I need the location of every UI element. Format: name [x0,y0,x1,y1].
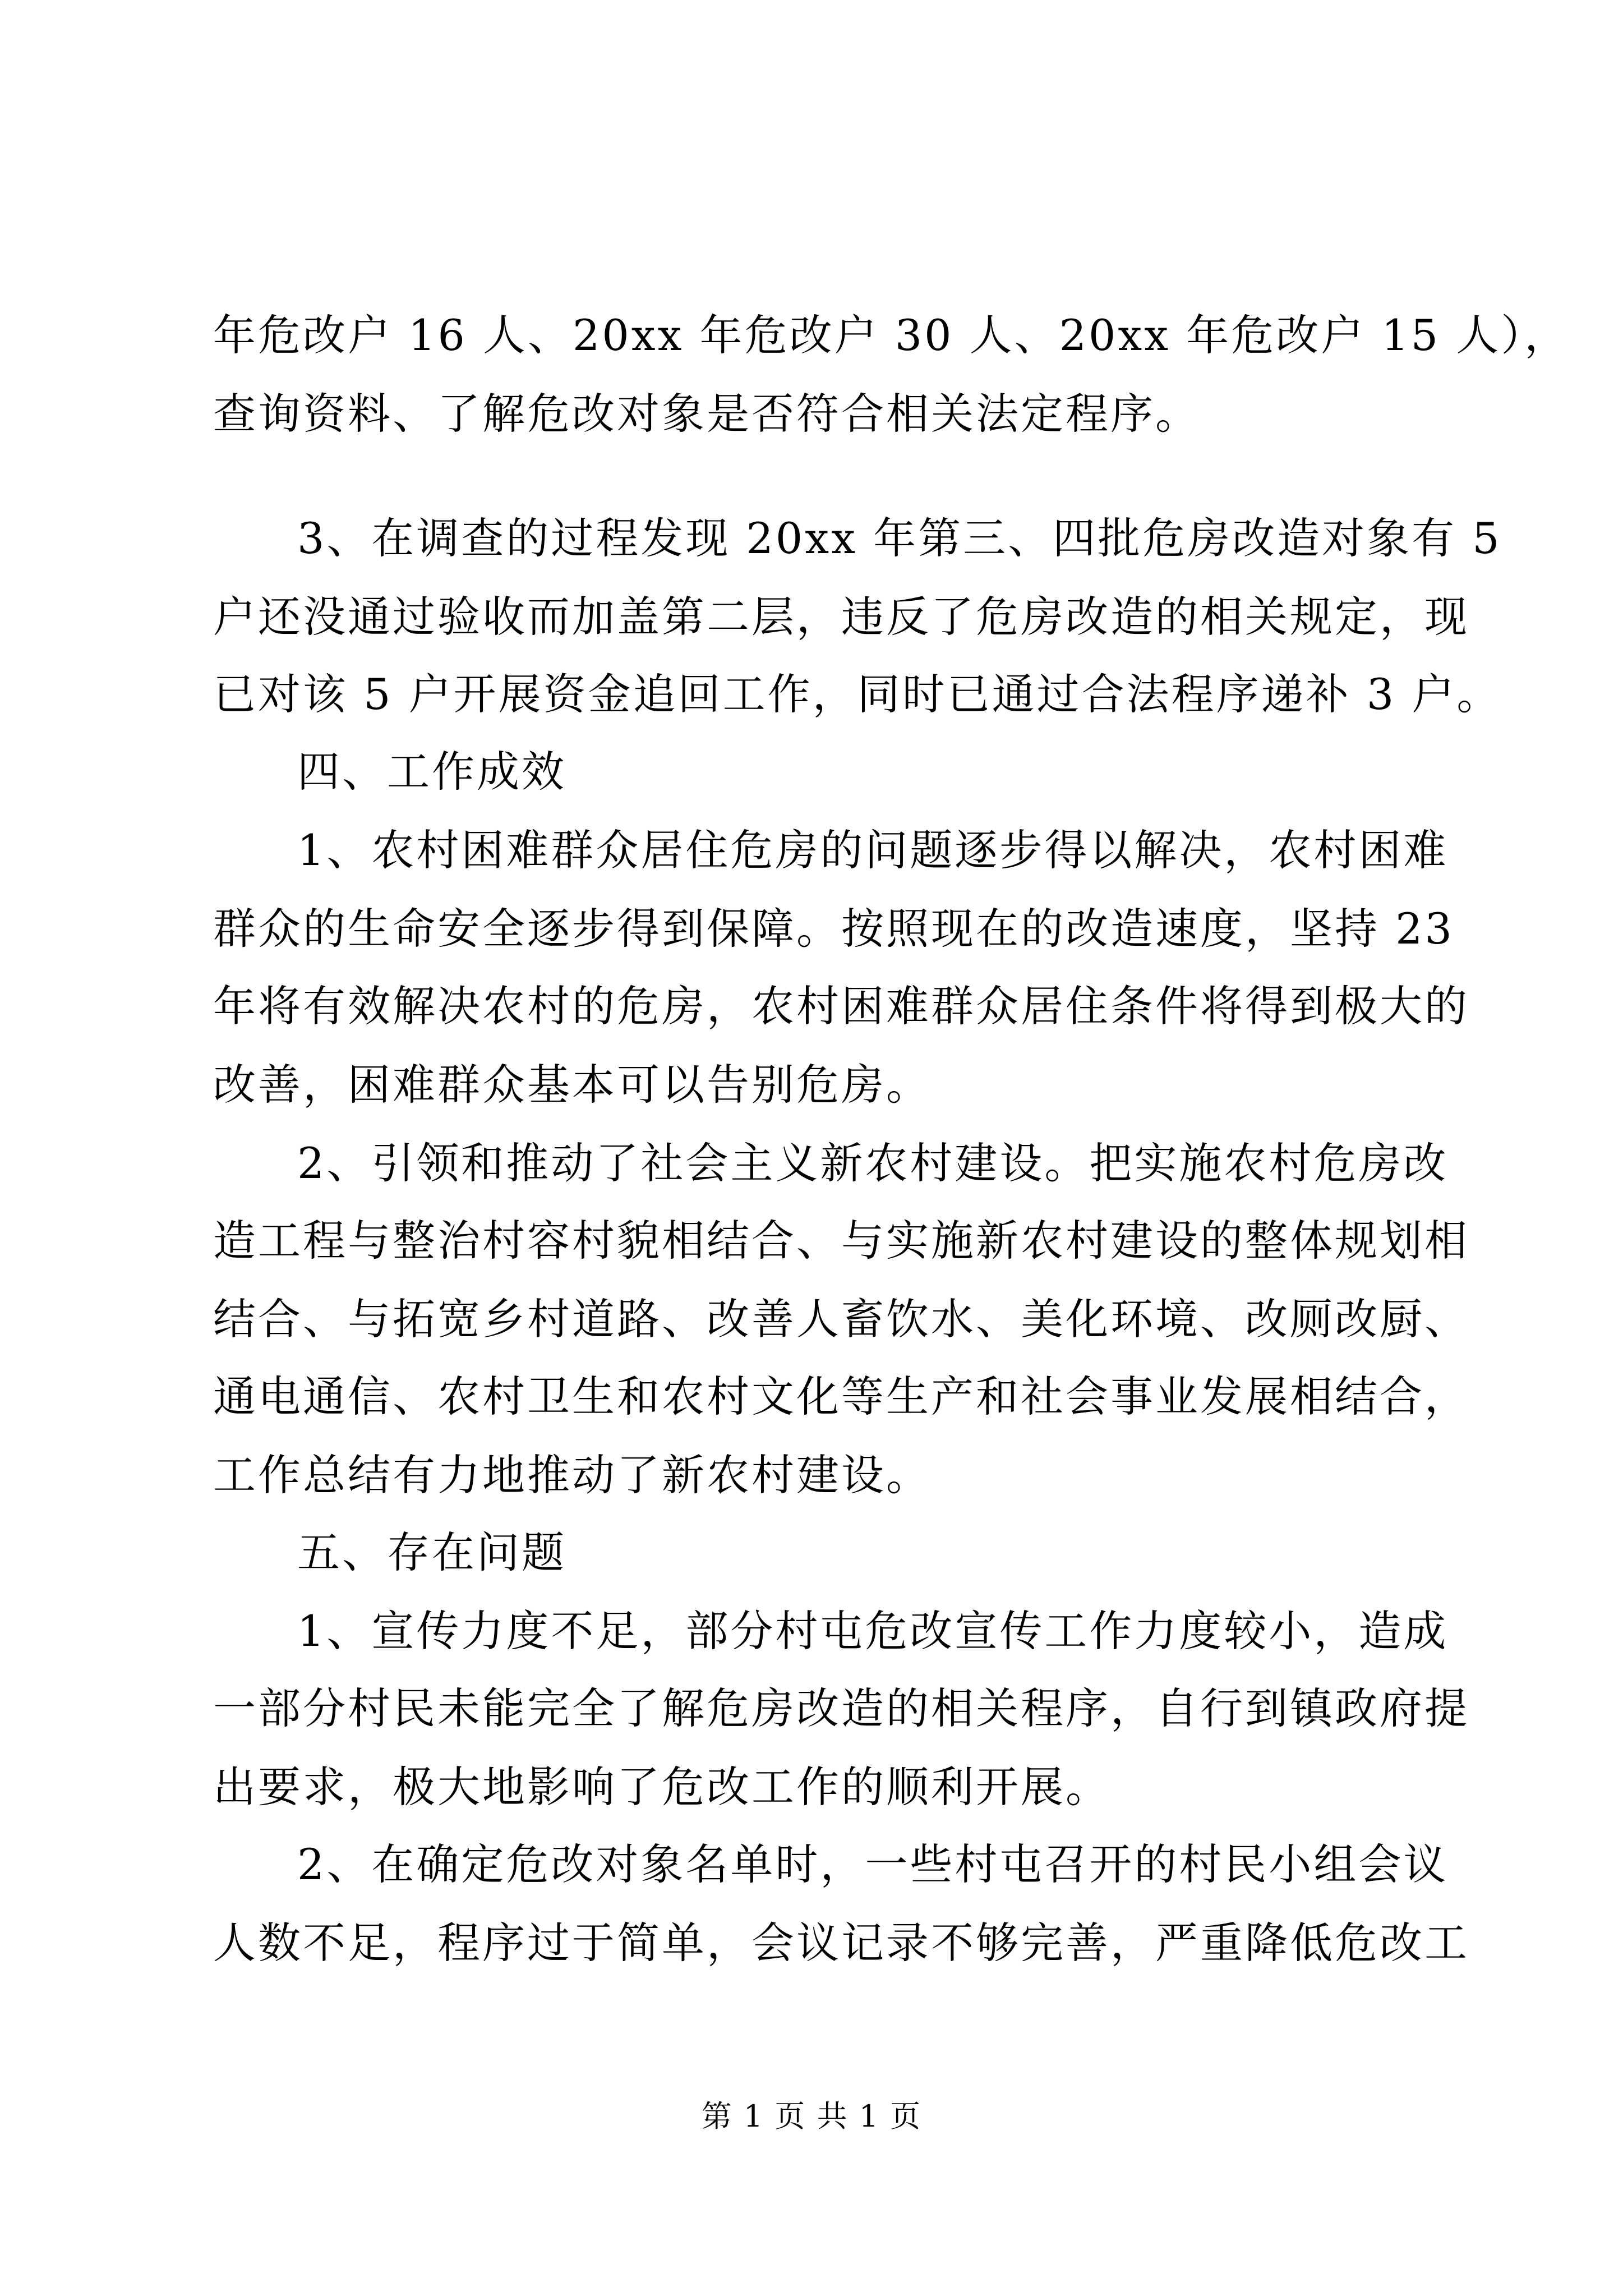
text-line: 1、农村困难群众居住危房的问题逐步得以解决，农村困难 [297,825,1449,875]
text-line: 查询资料、了解危改对象是否符合相关法定程序。 [213,389,1200,439]
text-line: 群众的生命安全逐步得到保障。按照现在的改造速度，坚持 23 [213,904,1454,954]
text-line: 改善，困难群众基本可以告别危房。 [213,1060,931,1110]
section-heading: 五、存在问题 [297,1527,566,1577]
text-line: 1、宣传力度不足，部分村屯危改宣传工作力度较小，造成 [297,1606,1449,1656]
text-line: 人数不足，程序过于简单，会议记录不够完善，严重降低危改工 [213,1918,1469,1968]
text-line: 3、在调查的过程发现 20xx 年第三、四批危房改造对象有 5 [297,513,1502,563]
section-heading: 四、工作成效 [297,747,566,797]
text-line: 2、引领和推动了社会主义新农村建设。把实施农村危房改 [297,1138,1449,1188]
text-line: 工作总结有力地推动了新农村建设。 [213,1450,931,1500]
text-line: 一部分村民未能完全了解危房改造的相关程序，自行到镇政府提 [213,1683,1469,1733]
text-line: 造工程与整治村容村貌相结合、与实施新农村建设的整体规划相 [213,1216,1469,1266]
text-line: 年将有效解决农村的危房，农村困难群众居住条件将得到极大的 [213,981,1469,1031]
text-line: 已对该 5 户开展资金追回工作，同时已通过合法程序递补 3 户。 [213,669,1502,719]
page-number-footer: 第 1 页 共 1 页 [701,2099,922,2134]
text-line: 2、在确定危改对象名单时，一些村屯召开的村民小组会议 [297,1839,1449,1889]
text-line: 年危改户 16 人、20xx 年危改户 30 人、20xx 年危改户 15 人）， [213,310,1570,360]
text-line: 结合、与拓宽乡村道路、改善人畜饮水、美化环境、改厕改厨、 [213,1294,1469,1344]
text-line: 户还没通过验收而加盖第二层，违反了危房改造的相关规定，现 [213,592,1469,642]
text-line: 出要求，极大地影响了危改工作的顺利开展。 [213,1762,1110,1812]
text-line: 通电通信、农村卫生和农村文化等生产和社会事业发展相结合， [213,1372,1469,1421]
